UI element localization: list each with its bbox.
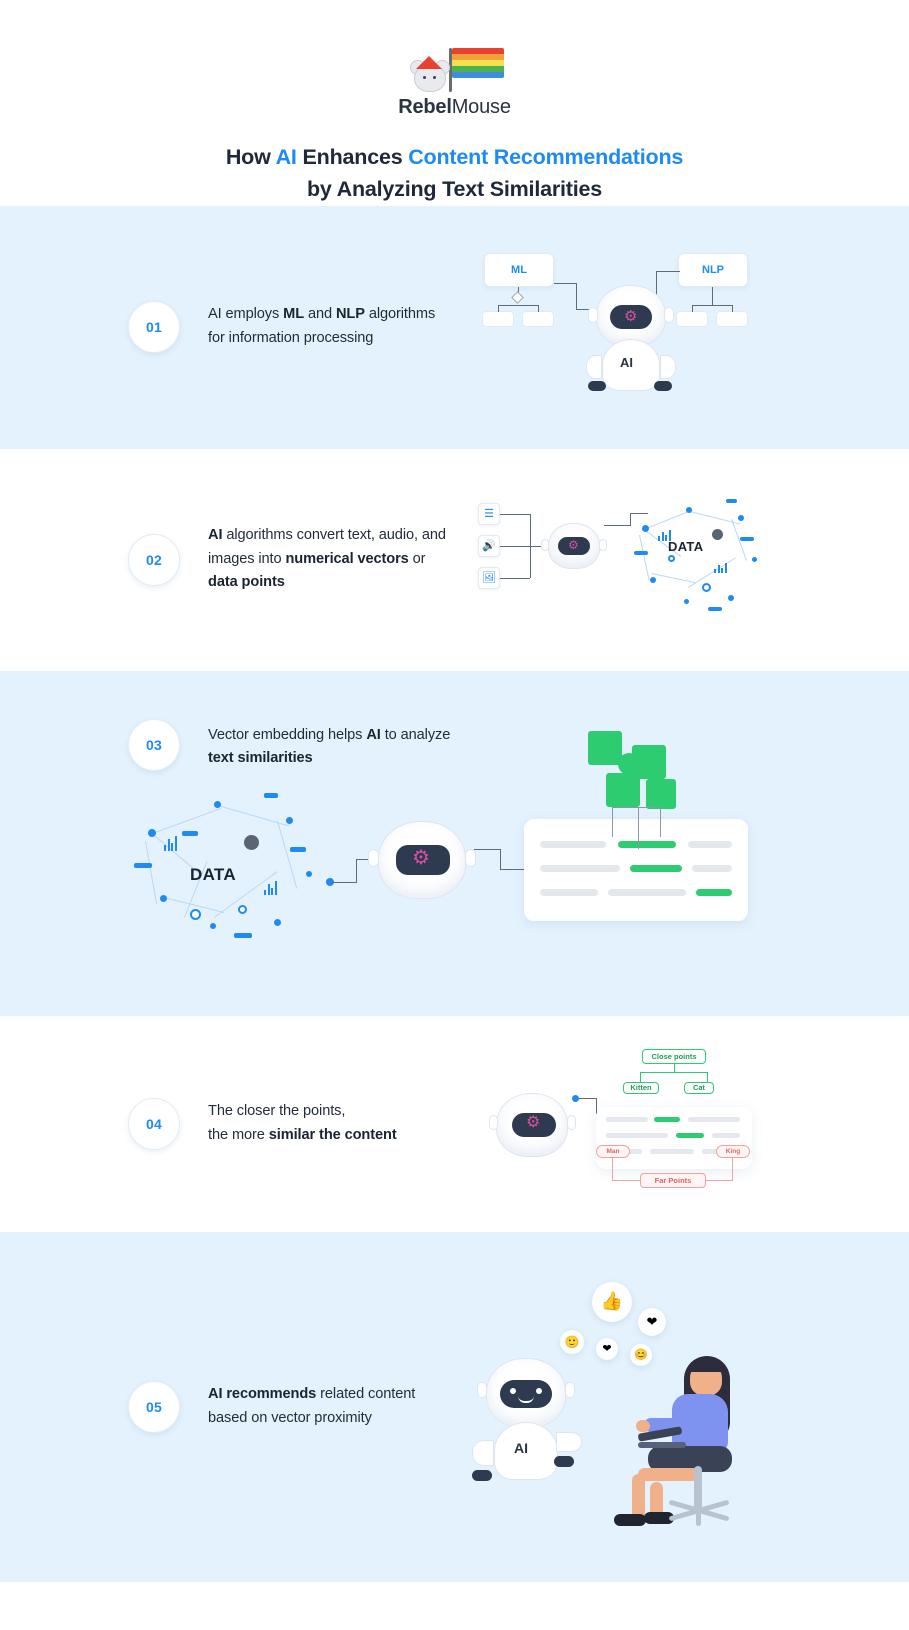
robot-body-label: AI [514, 1439, 528, 1456]
robot-illustration-02 [540, 517, 608, 579]
robot-eye-left [510, 1388, 516, 1394]
data-dash [134, 863, 152, 868]
ml-connector-right [538, 305, 539, 312]
doc-line-highlight [676, 1133, 704, 1138]
wire-audio-to-robot [500, 546, 530, 547]
close-connector-stem [674, 1064, 675, 1072]
step-03-text-block [0, 671, 909, 771]
label-box-ml: ML [484, 253, 554, 287]
ml-child-box-left [482, 311, 514, 327]
robot-arm-left [586, 355, 602, 379]
brand-wordmark [398, 96, 511, 119]
robot-arm-right [660, 355, 676, 379]
puzzle-connector-bar [612, 807, 660, 808]
robot-ear-right [664, 307, 674, 323]
title-segment-1: How [225, 145, 276, 169]
wire-robot-to-cloud-h [604, 525, 630, 526]
step-badge-01: 01 [128, 301, 180, 353]
data-point-dark [712, 529, 723, 540]
puzzle-connector [612, 807, 613, 837]
wire-cloud-to-robot-v [356, 859, 357, 883]
nlp-child-box-right [716, 311, 748, 327]
step-badge-03: 03 [128, 719, 180, 771]
label-king: King [716, 1145, 750, 1158]
step-row-05 [0, 1232, 909, 1582]
mouse-eye-right-icon [433, 76, 436, 79]
bar-chart-icon [714, 561, 727, 573]
step-art-02 [478, 495, 758, 625]
mouse-icon [410, 56, 452, 94]
robot-eye-right [536, 1388, 542, 1394]
doc-line [688, 1117, 740, 1122]
doc-line [606, 1117, 648, 1122]
far-connector-left [612, 1158, 613, 1180]
robot-ear-left [368, 849, 379, 867]
robot-illustration-03 [366, 811, 478, 921]
gear-icon: ⚙ [412, 846, 430, 869]
step-caption-03: Vector embedding helps AI to analyze text similarities [208, 726, 451, 767]
data-point [684, 599, 689, 604]
step-art-01 [480, 227, 780, 427]
data-point [286, 817, 293, 824]
image-icon: 🖼 [478, 567, 500, 589]
doc-line [540, 841, 606, 848]
person-shoe-1 [614, 1514, 646, 1526]
step-caption-04: The closer the points, the more similar the content [208, 1102, 397, 1143]
speaker-icon: 🔊 [478, 535, 500, 557]
cloud-edge [277, 821, 297, 889]
data-point [752, 557, 757, 562]
doc-line-highlight [618, 841, 676, 848]
data-dash [634, 551, 648, 555]
doc-line [650, 1149, 694, 1154]
brand-wordmark-primary: Rebel [398, 96, 452, 118]
ml-connector-left [498, 305, 499, 312]
label-cat: Cat [684, 1082, 714, 1094]
cloud-edge [644, 509, 693, 529]
cloud-label-data: DATA [190, 864, 236, 884]
data-point [650, 577, 656, 583]
step-row-01 [0, 206, 909, 449]
mouse-hat-icon [416, 56, 442, 69]
wire-nlp-to-robot-h [656, 271, 680, 272]
wire-cloud-to-robot-h [332, 882, 356, 883]
robot-ear-right [567, 1115, 576, 1130]
wire-robot-to-doc [578, 1098, 596, 1099]
step-art-05 [468, 1282, 798, 1532]
step-row-02 [0, 449, 909, 671]
robot-arm-left [472, 1440, 494, 1466]
smile-icon: 😊 [634, 1349, 648, 1361]
step-row-03 [0, 671, 909, 1016]
bar-chart-icon [264, 879, 277, 895]
robot-ear-left [588, 307, 598, 323]
brand-logo [0, 48, 909, 119]
step-badge-05: 05 [128, 1381, 180, 1433]
cloud-label-data: DATA [668, 538, 704, 554]
page-title [0, 141, 909, 206]
nlp-connector-bar [692, 305, 732, 306]
header [0, 0, 909, 206]
label-box-nlp: NLP [678, 253, 748, 287]
thumbs-up-icon: 👍 [600, 1291, 624, 1311]
document-card-04 [596, 1107, 752, 1169]
data-cloud-02 [628, 495, 758, 615]
heart-icon: ❤ [602, 1343, 612, 1355]
robot-ear-right [565, 1382, 575, 1398]
data-point [642, 525, 649, 532]
step-row-04 [0, 1016, 909, 1232]
pride-flag-icon [452, 48, 504, 78]
wire-ml-to-robot-h [554, 283, 576, 284]
data-point [214, 801, 221, 808]
data-point [210, 923, 216, 929]
gear-icon: ⚙ [624, 308, 638, 325]
gear-icon: ⚙ [526, 1113, 541, 1131]
robot-foot-right [654, 381, 672, 391]
data-point [738, 515, 744, 521]
cloud-edge [152, 807, 222, 833]
close-connector-bar [640, 1072, 708, 1073]
step-art-04 [488, 1049, 778, 1199]
wire-ml-to-robot-v [576, 283, 577, 309]
close-connector-right [707, 1072, 708, 1082]
title-accent-content-recommendations: Content Recommendations [408, 145, 684, 169]
chair-center [696, 1512, 701, 1526]
robot-ear-right [599, 539, 607, 551]
doc-line [692, 865, 732, 872]
laptop-base [638, 1442, 686, 1448]
title-segment-2: Enhances [296, 145, 409, 169]
robot-ear-left [541, 539, 549, 551]
rebelmouse-mouse-with-pride-flag-logo-icon [380, 48, 530, 94]
ml-connector-bar [498, 305, 538, 306]
step-art-03 [0, 771, 909, 971]
step-caption-02: AI algorithms convert text, audio, and images into numerical vectors or data points [208, 527, 446, 591]
wire-text-to-robot [500, 514, 530, 515]
title-accent-ai: AI [275, 145, 297, 169]
data-point [686, 507, 692, 513]
cloud-edge [639, 535, 650, 580]
page-title-line-2: by Analyzing Text Similarities [306, 177, 603, 202]
person-leg-upper [638, 1468, 700, 1481]
wire-doc-in [500, 869, 524, 870]
data-point-highlight [668, 555, 675, 562]
puzzle-connector [638, 807, 639, 849]
robot-body-label: AI [620, 355, 633, 370]
doc-line [540, 889, 598, 896]
data-dash [726, 499, 737, 503]
robot-ear-left [489, 1115, 498, 1130]
robot-ear-right [465, 849, 476, 867]
wire-robot-to-doc-h [474, 849, 500, 850]
step-caption-05: AI recommends related content based on vector proximity [208, 1385, 416, 1426]
robot-illustration-04 [488, 1087, 578, 1167]
wire-image-to-robot [500, 578, 530, 579]
data-cloud-03 [128, 791, 318, 941]
nlp-connector-stem [712, 287, 713, 305]
mouse-eye-left-icon [423, 76, 426, 79]
doc-line-highlight [654, 1117, 680, 1122]
robot-visor [500, 1380, 552, 1408]
ml-child-box-right [522, 311, 554, 327]
robot-ear-left [477, 1382, 487, 1398]
step-badge-02: 02 [128, 534, 180, 586]
bubble-smile-1 [560, 1330, 584, 1354]
far-connector-right [732, 1158, 733, 1180]
smile-icon: 🙂 [564, 1334, 580, 1349]
doc-line [688, 841, 732, 848]
data-point [728, 595, 734, 601]
data-point [274, 919, 281, 926]
cloud-edge [145, 841, 157, 904]
doc-line [540, 865, 620, 872]
label-man: Man [596, 1145, 630, 1158]
robot-foot-right [554, 1456, 574, 1467]
data-dash [182, 831, 198, 836]
doc-line [712, 1133, 740, 1138]
bubble-heart-1 [638, 1308, 666, 1336]
text-lines-icon: ☰ [478, 503, 500, 525]
label-far-points: Far Points [640, 1173, 706, 1188]
data-point-highlight [190, 909, 201, 920]
nlp-connector-right [732, 305, 733, 312]
puzzle-piece [646, 779, 676, 809]
data-point [148, 829, 156, 837]
data-point-highlight [702, 583, 711, 592]
document-card-03 [524, 819, 748, 921]
heart-icon: ❤ [646, 1313, 658, 1329]
close-connector-left [640, 1072, 641, 1082]
bubble-thumbs-up [592, 1282, 632, 1322]
data-point [306, 871, 312, 877]
puzzle-piece [588, 731, 622, 765]
data-dash [740, 537, 754, 541]
robot-foot-left [588, 381, 606, 391]
step-badge-04: 04 [128, 1098, 180, 1150]
puzzle-piece [606, 773, 640, 807]
data-point-highlight [238, 905, 247, 914]
person-with-laptop-illustration [598, 1356, 788, 1532]
cloud-edge [652, 573, 695, 583]
doc-line-highlight [696, 889, 732, 896]
robot-illustration-01 [584, 277, 676, 417]
wire-robot-to-doc-v [500, 849, 501, 869]
doc-line-highlight [630, 865, 682, 872]
gear-icon: ⚙ [568, 537, 579, 552]
data-dash [290, 847, 306, 852]
label-kitten: Kitten [623, 1082, 659, 1094]
robot-foot-left [472, 1470, 492, 1481]
doc-line [608, 889, 686, 896]
brand-wordmark-secondary: Mouse [451, 96, 511, 118]
data-dash [264, 793, 278, 798]
cloud-edge [688, 557, 736, 588]
data-point-dark [244, 835, 259, 850]
person-hand [636, 1420, 650, 1432]
data-dash [234, 933, 252, 938]
chair-post [694, 1466, 702, 1510]
puzzle-connector [660, 807, 661, 837]
nlp-child-box-left [676, 311, 708, 327]
robot-illustration-05 [472, 1352, 582, 1522]
ml-connector-diamond-icon [511, 291, 524, 304]
label-close-points: Close points [642, 1049, 706, 1064]
step-caption-01: AI employs ML and NLP algorithms for information processing [208, 306, 436, 346]
page-title-line-1 [0, 141, 909, 173]
puzzle-knob [618, 753, 640, 775]
data-point [160, 895, 167, 902]
robot-arm-right [556, 1432, 582, 1452]
data-dash [708, 607, 722, 611]
bar-chart-icon [164, 835, 177, 851]
nlp-connector-left [692, 305, 693, 312]
doc-line [606, 1133, 668, 1138]
